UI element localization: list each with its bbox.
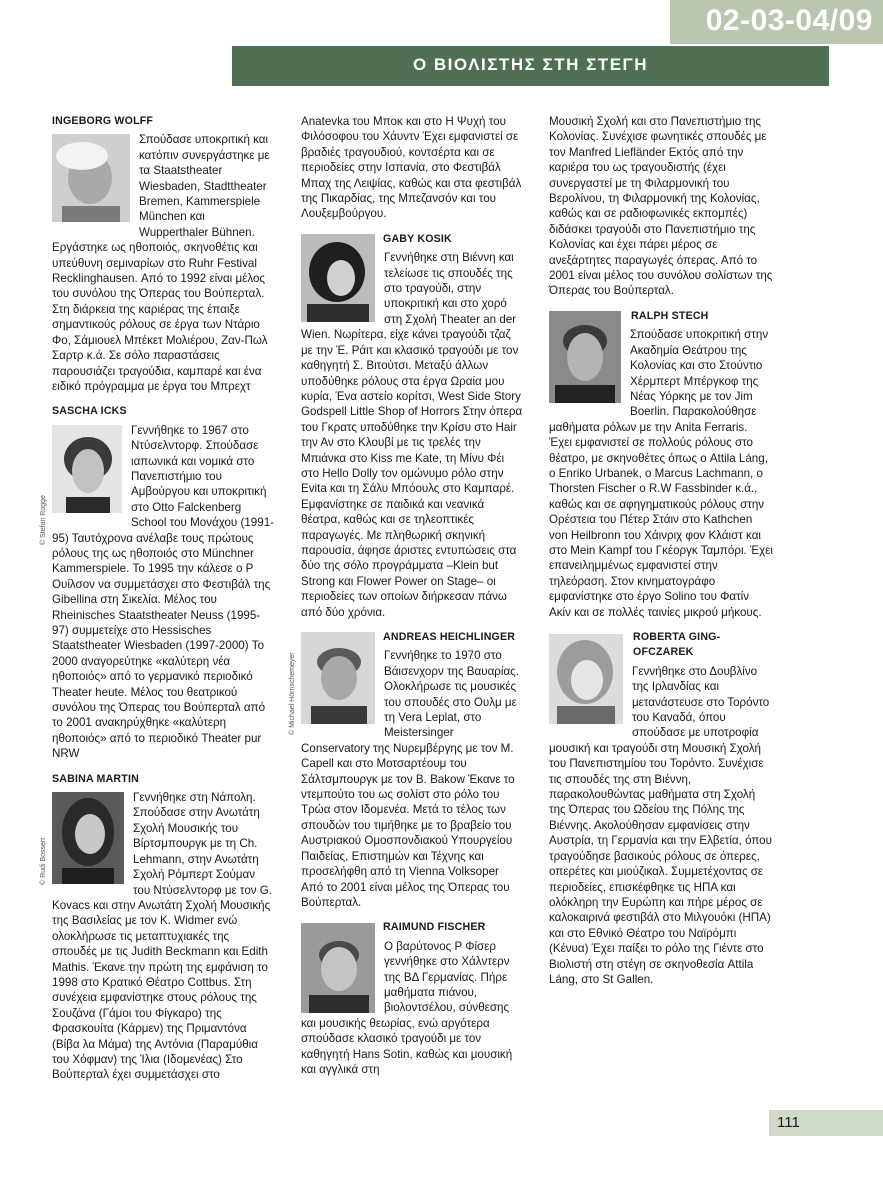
bio-text: Γεννήθηκε το 1970 στο Βάισενχορν της Βαυαρίας. Ολοκλήρωσε τις μουσικές του σπουδές στο Ουλμ με τη Vera Leplat, στο Meistersinger Conservatory της Νυρεμβέργης με τον M. Capell και στο Μοτσαρτέουμ του Σάλτσμπουργκ με τον B. Bakow Έκανε το ντεμπούτο του ως σολίστ στο ρόλο του Τρώα στον Ιδομενέα. Μετά το τέλος των σπουδών του τιμήθηκε με το βραβείο του Αυστριακού Ομοσπονδιακού Υπουργείου Παιδείας, Επιστημών και Τέχνης και προσελήφθη από τη Vienna Volksoper Από το 2001 είναι μέλος της Όπερας του Βούπερταλ. xyxy=(301,649,519,909)
bio-text: Ο βαρύτονος Ρ Φίσερ γεννήθηκε στο Χάλντερν της ΒΔ Γερμανίας. Πήρε μαθήματα πιάνου, βιολοντσέλου, σύνθεσης και μουσικής θεωρίας, ενώ αργότερα σπούδασε κλασικό τραγούδι με τον καθηγητή Hans Sotin, καθώς και μουσική και αγγλικά στη xyxy=(301,939,513,1076)
column-2 xyxy=(301,114,523,1087)
bio-andreas-heichlinger xyxy=(301,630,523,910)
portrait-photo xyxy=(52,792,124,884)
bio-raimund-fischer xyxy=(301,920,523,1077)
photo-credit: © Stefan Rogge xyxy=(40,495,47,545)
bio-roberta-ging-ofczarek xyxy=(549,630,773,987)
bio-name: INGEBORG WOLFF xyxy=(52,115,154,127)
bio-name: RALPH STECH xyxy=(631,309,709,322)
bio-gaby-kosik xyxy=(301,232,523,620)
portrait-photo xyxy=(52,134,130,222)
bio-name: ANDREAS HEICHLINGER xyxy=(383,631,516,643)
portrait-photo xyxy=(52,425,122,513)
bio-text: Γεννήθηκε στο Δουβλίνο της Ιρλανδίας και μετανάστευσε στο Τορόντο του Καναδά, όπου σπούδασε με υποτροφία μουσική και τραγούδι στη Μουσική Σχολή του Πανεπιστημίου του Τορόντο. Συνέχισε τις σπουδές της στη Βιέννη, παρακολουθώντας μαθήματα στη Σχολή της Όπερας του Ωδείου της Πόλης της Βιέννης. Ακολούθησαν εμφανίσεις στην Αυστρία, τη Γερμανία και την Ελβετία, όπου τραγούδησε βασικούς ρόλους σε όπερες, οπερέτες και μιούζικαλ. Συμμετέχοντας σε περιοδείες, επισκέφθηκε τις ΗΠΑ και ολόκληρη την Ευρώπη και πήρε μέρος σε καλοκαιρινά φεστιβάλ στο Μιλγουόκι (ΗΠΑ) και στο Εθνικό Θέατρο του Ναϊρόμπι (Κένυα) Έχει παίξει το ρόλο της Γιέντε στο Βιολιστή στη στέγη σε σκηνοθεσία Attila Láng, στο St Gallen. xyxy=(549,664,772,986)
bio-text: Anatevka του Μποκ και στο Η Ψυχή του Φιλόσοφου του Χάυντν Έχει εμφανιστεί σε βραδιές τραγουδιού, κοντσέρτα και σε περιοδείες στην Ισπανία, στο Φεστιβάλ Μπαχ της Λειψίας, καθώς και στα φεστιβάλ της Πικαρδίας, της Μπεζανσόν και του Λουξεμβούργου. xyxy=(301,115,522,221)
bio-continued xyxy=(301,114,523,222)
bio-text: Γεννήθηκε στη Νάπολη. Σπούδασε στην Ανωτάτη Σχολή Μουσικής του Βίρτσμπουργκ με τη Ch. Lehmann, στην Ανωτάτη Σχολή Ρόμπερτ Σούμαν του Ντύσελντορφ με τον G. Kovacs και στην Ανωτάτη Σχολή Μουσικής της Βασιλείας με τον K. Widmer ενώ ολοκλήρωσε τις μεταπτυχιακές της σπουδές με τις Judith Beckmann και Edith Mathis. Έκανε την πρώτη της εμφάνιση το 1998 στο Κρατικό Θέατρο Cottbus. Στη συνέχεια εμφανίστηκε στους ρόλους της Σουζάνα (Γάμοι του Φίγκαρο) της Φρασκουίτα (Κάρμεν) της Πριμαντόνα (Βίβα λα Μάμα) της Αντόνια (Παραμύθια του Χόφμαν) της Ίλια (Ιδομενέας) Στο Βούπερταλ έχει συμμετάσχει στο xyxy=(52,791,273,1082)
bio-sascha-icks xyxy=(52,404,274,761)
bio-text: Γεννήθηκε στη Βιέννη και τελείωσε τις σπουδές της στο τραγούδι, στην υποκριτική και στο χορό στη Σχολή Theater an der Wien. Νωρίτερα, είχε κάνει τραγούδι τζαζ με την Έ. Ράιτ και κλασικό τραγούδι με τον καθηγητή Σ. Βιτούτσι. Μεταξύ άλλων υποδύθηκε ρόλους στα έργα Ωραία μου κυρία, Ένα αστείο κορίτσι, West Side Story Godspell Little Shop of Horrors Στην όπερα του Γκρατς υποδύθηκε την Κρίσυ στο Hair την Αν στο Κλουβί με τις τρελές την Μπιάνκα στο Kiss me Kate, τη Μίνυ Φέι στο Hello Dolly τον ομώνυμο ρόλο στην Evita και τη Σάλυ Μπόουλς στο Καμπαρέ. Εμφανίστηκε σε παιδικά και νεανικά θέατρα, καθώς και σε τηλεοπτικές παραγωγές. Με πληθωρική σκηνική παρουσία, άφησε άριστες εντυπώσεις στα δύο της σόλο προγράμματα –Klein but Strong και Flower Power on Stage– οι περιοδείες των οποίων διήρκεσαν πάνω από δύο χρόνια. xyxy=(301,251,523,619)
season-label: 02-03-04/09 xyxy=(705,4,873,37)
bio-name: SABINA MARTIN xyxy=(52,772,139,785)
column-3 xyxy=(549,114,773,997)
column-1 xyxy=(52,114,274,1093)
portrait-photo xyxy=(301,632,375,724)
portrait-photo xyxy=(549,634,623,724)
season-tab xyxy=(670,0,883,44)
bio-ralph-stech xyxy=(549,309,773,620)
bio-text: Γεννήθηκε το 1967 στο Ντύσελντορφ. Σπούδασε ιαπωνικά και νομικά στο Πανεπιστήμιο του Αμβούργου και υποκριτική στο Otto Falckenberg School του Μονάχου (1991-95) Ταυτόχρονα ανέλαβε τους πρώτους ρόλους της ως ηθοποιός στο Münchner Kammerspiele. Το 1995 την κάλεσε ο Ρ Ουίλσον να συμμετάσχει στο Φεστιβάλ της Gibellina στη Σικελία. Μέλος του Rheinisches Staatstheater Neuss (1995-97) συμμετείχε στο Hessisches Staatstheater Wiesbaden (1997-2000) Το 2000 αναγορεύτηκε «καλύτερη νέα ηθοποιός» από το γερμανικό περιοδικό Theater heute. Μέλος του θεατρικού συνόλου της Όπερας του Βούπερταλ από το 2001 ανακηρύχθηκε «καλύτερη ηθοποιός» από το περιοδικό Theater pur NRW xyxy=(52,423,274,761)
page-number-box xyxy=(769,1110,883,1136)
photo-credit: © Rudi Bossert xyxy=(40,837,47,885)
bio-name: SASCHA ICKS xyxy=(52,405,127,418)
bio-ingeborg-wolff xyxy=(52,114,274,394)
portrait-photo xyxy=(301,234,375,322)
title-bar xyxy=(232,46,829,86)
portrait-photo xyxy=(549,311,621,403)
bio-sabina-martin xyxy=(52,772,274,1083)
bio-name: GABY KOSIK xyxy=(383,232,452,245)
bio-text: Σπούδασε υποκριτική και κατόπιν συνεργάστηκε με τα Staatstheater Wiesbaden, Stadttheater Bremen, Kammerspiele München και Wupperthaler Bühnen. Εργάστηκε ως ηθοποιός, σκηνοθέτις και υπεύθυνη σεμιναρίων στο Ruhr Festival Recklinghausen. Από το 1992 είναι μέλος του συνόλου της Όπερας του Βούπερταλ. Στη διάρκεια της καριέρας της έπαιξε σημαντικούς ρόλους σε έργα των Ντάριο Φο, Σάμιουελ Μπέκετ Μολιέρου, Ζαν-Πωλ Σαρτρ κ.ά. Σε σόλο παραστάσεις παρουσιάζει τραγούδια, καμπαρέ και ένα ειδικό πρόγραμμα με έργα του Μπρεχτ xyxy=(52,133,270,393)
page-number: 111 xyxy=(777,1114,800,1131)
bio-name: ROBERTA GING-OFCZAREK xyxy=(633,631,721,659)
bio-name: RAIMUND FISCHER xyxy=(383,921,486,934)
bio-text: Μουσική Σχολή και στο Πανεπιστήμιο της Κολονίας. Συνέχισε φωνητικές σπουδές με τον Manfred Liefländer Εκτός από την καριέρα του ως τραγουδιστής (έχει συνεργαστεί με τη Φιλαρμονική του Βερολίνου, τη Φιλαρμονική της Κολονίας, καθώς και σε ραδιοφωνικές εκπομπές) διδάσκει τραγούδι στο Πανεπιστήμιο της Κολονίας και έχει πάρει μέρος σε ανεξάρτητες παραγωγές όπερας. Από το 2001 είναι μέλος του συνόλου σολίστων της Όπερας του Βούπερταλ. xyxy=(549,115,773,298)
bio-text: Σπούδασε υποκριτική στην Ακαδημία Θεάτρου της Κολονίας και στο Στούντιο Χέρμπερτ Μπέργκοφ της Νέας Υόρκης με τον Jim Boerlin. Παρακολούθησε μαθήματα ρόλων με την Anita Ferraris. Έχει εμφανιστεί σε πολλούς ρόλους στο θέατρο, με σκηνοθέτες όπως ο Attila Láng, ο Enriko Urbanek, ο Marcus Lachmann, ο Thorsten Fischer ο R.W Fassbinder κ.ά., καθώς και σε αφηγηματικούς ρόλους στην Ορέστεια του Πέτερ Στάιν στο Kathchen von Heilbronn του Χάινριχ φον Κλάιστ και στο Mein Kampf του Γκέοργκ Ταμπόρι. Έχει επανειλημμένως εμφανιστεί στην τηλεόραση. Στον κινηματογράφο εμφανίστηκε στο έργο Solino του Φατίν Ακίν και σε πολλές ταινίες μικρού μήκους. xyxy=(549,328,773,619)
photo-credit: © Michael Hörnschemeyer xyxy=(289,652,296,735)
page-title: Ο ΒΙΟΛΙΣΤΗΣ ΣΤΗ ΣΤΕΓΗ xyxy=(412,55,649,74)
portrait-photo xyxy=(301,923,375,1013)
bio-continued xyxy=(549,114,773,299)
